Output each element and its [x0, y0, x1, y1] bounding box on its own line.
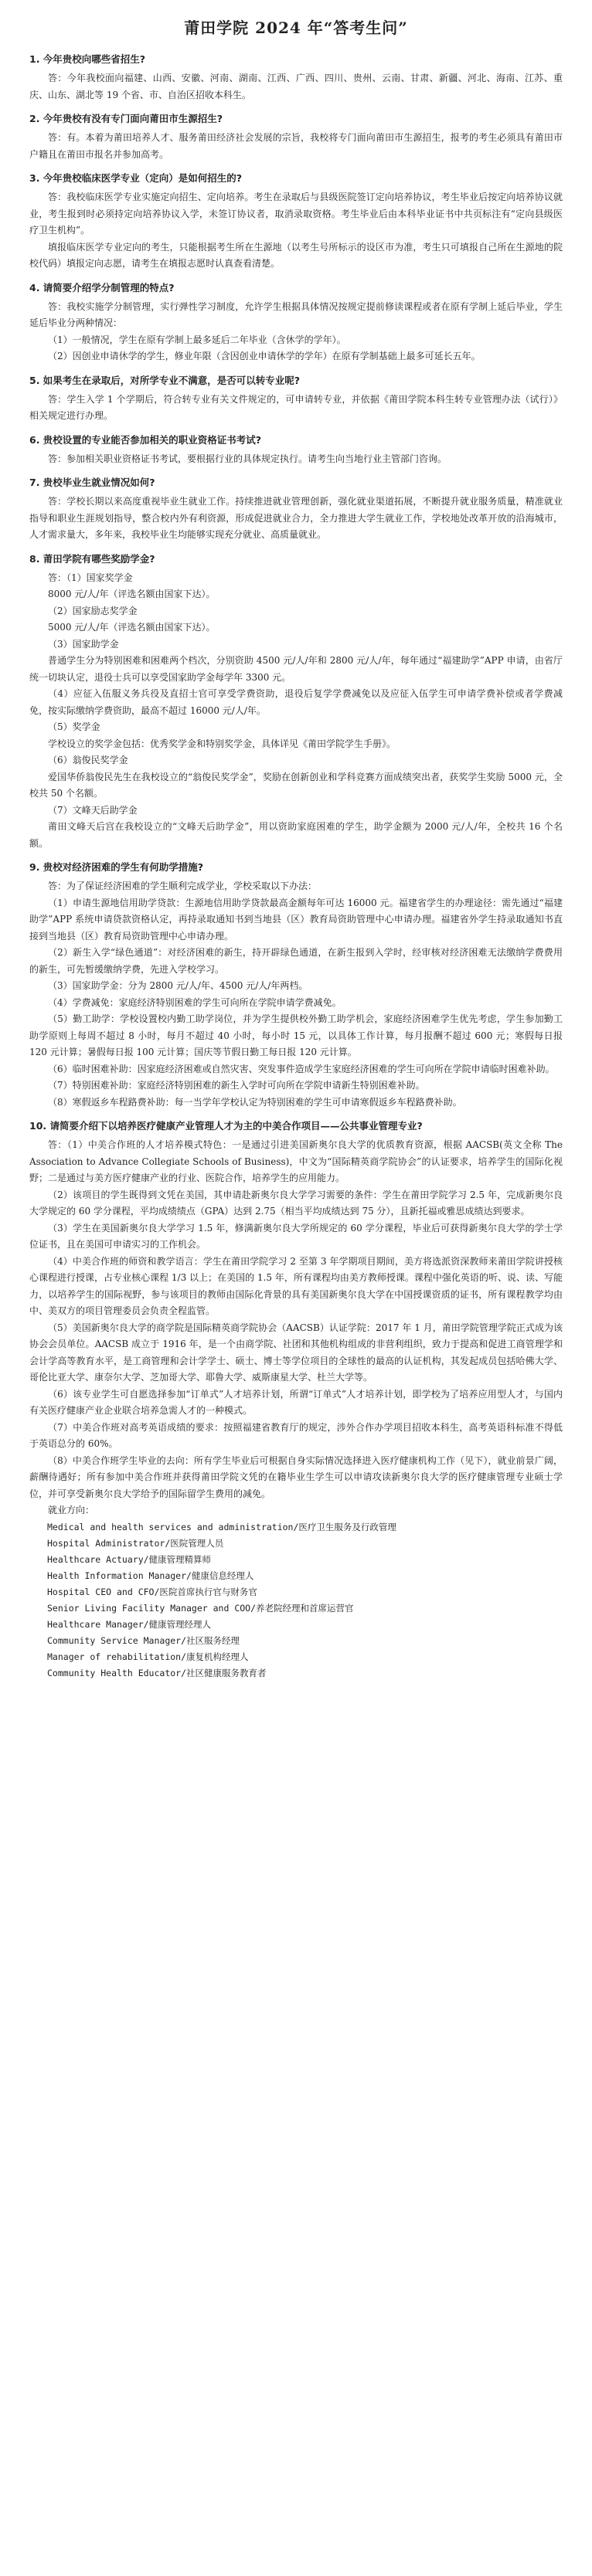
answer-paragraph: 学校设立的奖学金包括：优秀奖学金和特别奖学金，具体详见《莆田学院学生手册》。 — [48, 738, 396, 749]
answer-paragraph: 爱国华侨翁俊民先生在我校设立的“翁俊民奖学金”，奖励在创新创业和学科竞赛方面成绩突出者，获奖学生奖励 5000 元，全校共 50 个名额。 — [29, 771, 563, 799]
answer-paragraph: 5000 元/人/年（评选名额由国家下达）。 — [48, 622, 216, 633]
question-heading: 3. 今年贵校临床医学专业（定向）是如何招生的? — [29, 172, 243, 184]
answer-paragraph: （3）国家助学金：分为 2800 元/人/年、4500 元/人/年两档。 — [48, 980, 308, 991]
question-heading: 8. 莆田学院有哪些奖励学金? — [29, 552, 155, 565]
answer-paragraph: （2）国家励志奖学金 — [48, 605, 138, 616]
answer-paragraph: （7）文峰天后助学金 — [48, 804, 138, 816]
answer-paragraph: （6）临时困难补助：因家庭经济困难或自然灾害、突发事件造成学生家庭经济困难的学生可向所在学院申请临时困难补助。 — [48, 1063, 555, 1074]
question-heading: 2. 今年贵校有没有专门面向莆田市生源招生? — [29, 113, 223, 124]
answer-paragraph: 答：学校长期以来高度重视毕业生就业工作。持续推进就业管理创新，强化就业渠道拓展，不断提升就业服务质量，精准就业指导和职业生涯规划指导，整合校内外有利资源，形成促进就业合力，全力推进大学生就业工作，学校地处改革开放的沿海城市，人才需求量大，多年来，我校毕业生均能够实现充分就业、高质量就业。 — [29, 496, 563, 540]
answer-paragraph: 答：为了保证经济困难的学生顺利完成学业，学校采取以下办法： — [48, 881, 318, 891]
answer-paragraph: （1）申请生源地信用助学贷款：生源地信用助学贷款最高金额每年可达 16000 元。福建省学生的办理途径：需先通过“福建助学”APP 系统申请贷款资格认定，再持录取通知书到当地县（区）教育局资助管理中心申请办理。福建省外学生持录取通知书直接到当地县（区）教育局资助管理中心申请办理。 — [29, 897, 563, 942]
answer-paragraph: 答：（1）中美合作班的人才培养模式特色：一是通过引进美国新奥尔良大学的优质教育资源，根据 AACSB(英文全称 The Association to Advance Collegiate Schools of Business)，中文为“国际精英商学院协会”的认证要求，培养学生的国际化视野；二是通过与美方医疗健康产业的行业、医院合作，培养学生的应用能力。 — [29, 1139, 563, 1183]
answer-paragraph: （6）翁俊民奖学金 — [48, 755, 128, 765]
answer-paragraph: 答：参加相关职业资格证书考试，要根据行业的具体规定执行。请考生向当地行业主管部门咨询。 — [48, 453, 447, 464]
answer-paragraph: （5）勤工助学：学校设置校内勤工助学岗位，并为学生提供校外勤工助学机会，家庭经济困难学生优先考虑，学生参加勤工助学原则上每周不超过 8 小时，每月不超过 40 小时，每小时 15 元，以具体工作计算，每月报酬不超过 600 元；寒假每日报 120 元计算；暑假每日报 100 元计算；国庆等节假日勤工每日报 120 元计算。 — [29, 1013, 563, 1057]
career-item: Community Health Educator/社区健康服务教育者 — [47, 1667, 267, 1678]
answer-paragraph: （2）因创业申请休学的学生，修业年限（含因创业申请休学的学年）在原有学制基础上最多可延长五年。 — [48, 351, 481, 361]
career-item: Hospital Administrator/医院管理人员 — [47, 1537, 224, 1549]
career-item: Healthcare Manager/健康管理经理人 — [47, 1618, 212, 1630]
answer-paragraph: （6）该专业学生可自愿选择参加“订单式”人才培养计划，所谓“订单式”人才培养计划，即学校为了培养应用型人才，与国内有关医疗健康产业企业联合培养急需人才的一种模式。 — [29, 1388, 563, 1416]
answer-paragraph: （4）应征入伍服义务兵役及直招士官可享受学费资助，退役后复学学费减免以及应征入伍学生可申请学费补偿或者学费减免，按实际缴纳学费资助，最高不超过 16000 元/人/年。 — [29, 688, 563, 716]
answer-paragraph: 答：我校实施学分制管理，实行弹性学习制度，允许学生根据具体情况按规定提前修读课程或者在原有学制上延后毕业，学生延后毕业分两种情况： — [29, 300, 563, 328]
qa-section — [29, 552, 563, 853]
career-item: Medical and health services and administration/医疗卫生服务及行政管理 — [47, 1521, 396, 1532]
qa-section — [29, 433, 563, 468]
career-item: Healthcare Actuary/健康管理精算师 — [47, 1553, 212, 1565]
answer-paragraph: （2）新生入学“绿色通道”：对经济困难的新生，持开辟绿色通道，在新生报到入学时，经审核对经济困难无法缴纳学费费用的新生，可先暂缓缴纳学费，先进入学校学习。 — [29, 947, 563, 975]
question-heading: 6. 贵校设置的专业能否参加相关的职业资格证书考试? — [29, 433, 262, 446]
answer-paragraph: （2）该项目的学生既得到文凭在美国，其申请赴新奥尔良大学学习需要的条件：学生在莆田学院学习 2.5 年，完成新奥尔良大学规定的 60 学分课程，平均成绩绩点（GPA）达到 2.75（相当平均成绩达到 75 分），且新托福或雅思成绩达到要求。 — [29, 1189, 563, 1217]
answer-paragraph: 就业方向： — [48, 1505, 95, 1515]
answer-paragraph: 答：今年我校面向福建、山西、安徽、河南、湖南、江西、广西、四川、贵州、云南、甘肃、新疆、河北、海南、江苏、重庆、山东、湖北等 19 个省、市、自治区招收本科生。 — [29, 73, 563, 100]
answer-paragraph: 普通学生分为特别困难和困难两个档次，分别资助 4500 元/人/年和 2800 元/人/年，每年通过“福建助学”APP 申请，由省厅统一切块认定，退役士兵可以享受国家助学金每学年 3300 元。 — [29, 655, 563, 683]
qa-section — [29, 373, 563, 425]
qa-section — [29, 1118, 563, 1682]
answer-paragraph: （4）中美合作班的师资和教学语言：学生在莆田学院学习 2 至第 3 年学期项目期间，美方将选派资深教师来莆田学院讲授核心课程进行授课，占专业核心课程 1/3 以上；在美国的 1.5 年，所有课程均由美方教师授课。课程中强化英语的听、说、读、写能力，以培养学生的国际视野，参与该项目的教师由国际化背景的具有美国新奥尔良大学在中国授课资质的证书，所有课程教学均由中、美双方的项目管理委员会负责全程监管。 — [29, 1255, 563, 1316]
question-heading: 7. 贵校毕业生就业情况如何? — [29, 477, 155, 488]
answer-paragraph: 答：我校临床医学专业实施定向招生、定向培养。考生在录取后与县级医院签订定向培养协议，考生毕业后按定向培养协议就业，考生报到时必须持定向培养协议入学，未签订协议者，取消录取资格。考生毕业后由本科毕业证书中共页标注有“定向县级医疗卫生机构”。 — [29, 192, 563, 236]
answer-paragraph: （7）特别困难补助：家庭经济特别困难的新生入学时可向所在学院申请新生特别困难补助。 — [48, 1080, 425, 1091]
answer-paragraph: 答：有。本着为莆田培养人才、服务莆田经济社会发展的宗旨，我校将专门面向莆田市生源招生，报考的考生必须具有莆田市户籍且在莆田市报名并参加高考。 — [29, 132, 563, 160]
career-item: Community Service Manager/社区服务经理 — [47, 1634, 240, 1646]
answer-paragraph: 8000 元/人/年（评选名额由国家下达）。 — [48, 589, 216, 599]
answer-paragraph: （1）一般情况，学生在原有学制上最多延后二年毕业（含休学的学年）。 — [48, 334, 346, 345]
document-page — [29, 0, 563, 1682]
answer-paragraph: 答：学生入学 1 个学期后，符合转专业有关文件规定的，可申请转专业，并依据《莆田学院本科生转专业管理办法（试行）》相关规定进行办理。 — [29, 393, 563, 421]
qa-section — [29, 860, 563, 1111]
answer-paragraph: （3）学生在美国新奥尔良大学学习 1.5 年，修满新奥尔良大学所规定的 60 学分课程，毕业后可获得新奥尔良大学的学士学位证书，且在美国可申请实习的工作机会。 — [29, 1222, 563, 1250]
answer-paragraph: （5）美国新奥尔良大学的商学院是国际精英商学院协会（AACSB）认证学院：2017 年 1 月，莆田学院管理学院正式成为该协会会员单位。AACSB 成立于 1916 年，是一个由商学院、社团和其他机构组成的非营利组织，致力于提高和促进工商管理学和会计学高等教育水平，是工商管理和会计学学士、硕士、博士等学位项目的全球性的最高的认证机构，其发起成员包括哈佛大学、哥伦比亚大学、康奈尔大学、芝加哥大学、耶鲁大学、威斯康星大学、杜兰大学等。 — [29, 1322, 563, 1383]
qa-section — [29, 280, 563, 365]
page-title: 莆田学院 2024 年“答考生问” — [184, 19, 408, 37]
career-item: Hospital CEO and CFO/医院首席执行官与财务官 — [47, 1586, 257, 1597]
answer-paragraph: （8）中美合作班学生毕业的去向：所有学生毕业后可根据自身实际情况选择进入医疗健康机构工作（见下），就业前景广阔，薪酬待遇好；所有参加中美合作班并获得莆田学院文凭的在籍毕业生学生可以申请攻读新奥尔良大学的医疗健康管理专业硕士学位，并可享受新奥尔良大学给予的国际留学生费用的减免。 — [29, 1454, 563, 1499]
answer-paragraph: （8）寒假返乡车程路费补助：每一当学年学校认定为特别困难的学生可申请寒假返乡车程路费补助。 — [48, 1096, 462, 1108]
answer-paragraph: （3）国家助学金 — [48, 638, 119, 650]
answer-paragraph: 莆田文峰天后宫在我校设立的“文峰天后助学金”，用以资助家庭困难的学生，助学金额为 2000 元/人/年，全校共 16 个名额。 — [29, 821, 563, 849]
career-item: Manager of rehabilitation/康复机构经理人 — [47, 1651, 249, 1662]
question-heading: 1. 今年贵校向哪些省招生? — [29, 53, 146, 65]
question-heading: 9. 贵校对经济困难的学生有何助学措施? — [29, 861, 204, 873]
answer-paragraph: （5）奖学金 — [48, 721, 100, 732]
answer-paragraph: （4）学费减免：家庭经济特别困难的学生可向所在学院申请学费减免。 — [48, 996, 342, 1008]
answer-paragraph: 填报临床医学专业定向的考生，只能根据考生所在生源地（以考生号所标示的设区市为准，考生只可填报自己所在生源地的院校代码）填报定向志愿，请考生在填报志愿时认真查看清楚。 — [29, 241, 563, 269]
qa-section — [29, 171, 563, 273]
qa-section — [29, 111, 563, 163]
answer-paragraph: （7）中美合作班对高考英语成绩的要求：按照福建省教育厅的规定，涉外合作办学项目招收本科生，高考英语科标准不得低于英语总分的 60%。 — [29, 1421, 563, 1449]
question-heading: 5. 如果考生在录取后，对所学专业不满意，是否可以转专业呢? — [29, 374, 301, 386]
answer-paragraph: 答：（1）国家奖学金 — [48, 572, 133, 583]
qa-section — [29, 52, 563, 104]
question-heading: 4. 请简要介绍学分制管理的特点? — [29, 281, 175, 294]
qa-list — [29, 52, 563, 1682]
career-item: Senior Living Facility Manager and COO/养老院经理和首席运营官 — [47, 1602, 354, 1614]
qa-section — [29, 475, 563, 544]
question-heading: 10. 请简要介绍下以培养医疗健康产业管理人才为主的中美合作项目——公共事业管理专业? — [29, 1120, 423, 1132]
career-item: Health Information Manager/健康信息经理人 — [47, 1570, 254, 1581]
